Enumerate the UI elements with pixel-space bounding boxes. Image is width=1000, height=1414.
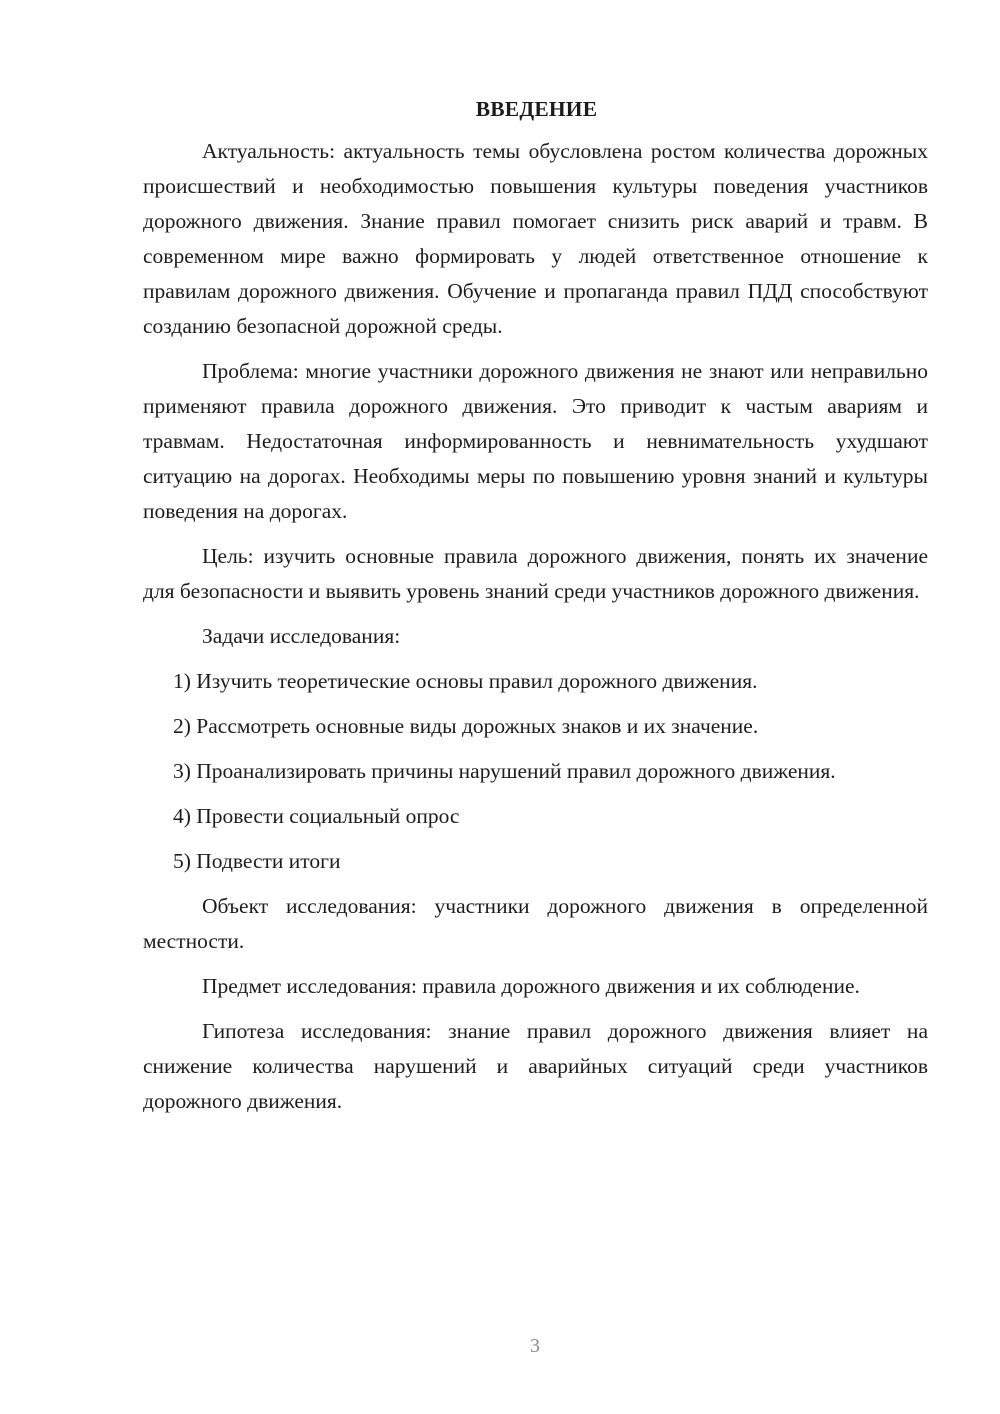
tasks-title: Задачи исследования: (202, 624, 401, 648)
paragraph-subject: Предмет исследования: правила дорожного движения и их соблюдение. (202, 974, 860, 998)
list-item: 2) Рассмотреть основные виды дорожных знаков и их значение. (173, 714, 759, 738)
paragraph-object: Объект исследования: участники дорожного движения в определенной местности. (143, 894, 928, 953)
list-item: 5) Подвести итоги (173, 849, 341, 873)
paragraph-goal: Цель: изучить основные правила дорожного движения, понять их значение для безопасности и выявить уровень знаний среди участников дорожного движения. (143, 544, 928, 603)
list-item: 4) Провести социальный опрос (173, 804, 460, 828)
document-page (143, 92, 928, 1119)
page-number: 3 (530, 1335, 540, 1357)
paragraph-relevance: Актуальность: актуальность темы обусловлена ростом количества дорожных происшествий и необходимостью повышения культуры поведения участников дорожного движения. Знание правил помогает снизить риск аварий и травм. В современном мире важно формировать у людей ответственное отношение к правилам дорожного движения. Обучение и пропаганда правил ПДД способствуют созданию безопасной дорожной среды. (143, 139, 928, 338)
list-item: 3) Проанализировать причины нарушений правил дорожного движения. (173, 759, 836, 783)
paragraph-hypothesis: Гипотеза исследования: знание правил дорожного движения влияет на снижение количества нарушений и аварийных ситуаций среди участников дорожного движения. (143, 1019, 928, 1113)
page-title: ВВЕДЕНИЕ (475, 97, 598, 121)
list-item: 1) Изучить теоретические основы правил дорожного движения. (173, 669, 758, 693)
paragraph-problem: Проблема: многие участники дорожного движения не знают или неправильно применяют правила дорожного движения. Это приводит к частым авариям и травмам. Недостаточная информированность и невнимательность ухудшают ситуацию на дорогах. Необходимы меры по повышению уровня знаний и культуры поведения на дорогах. (143, 359, 928, 523)
